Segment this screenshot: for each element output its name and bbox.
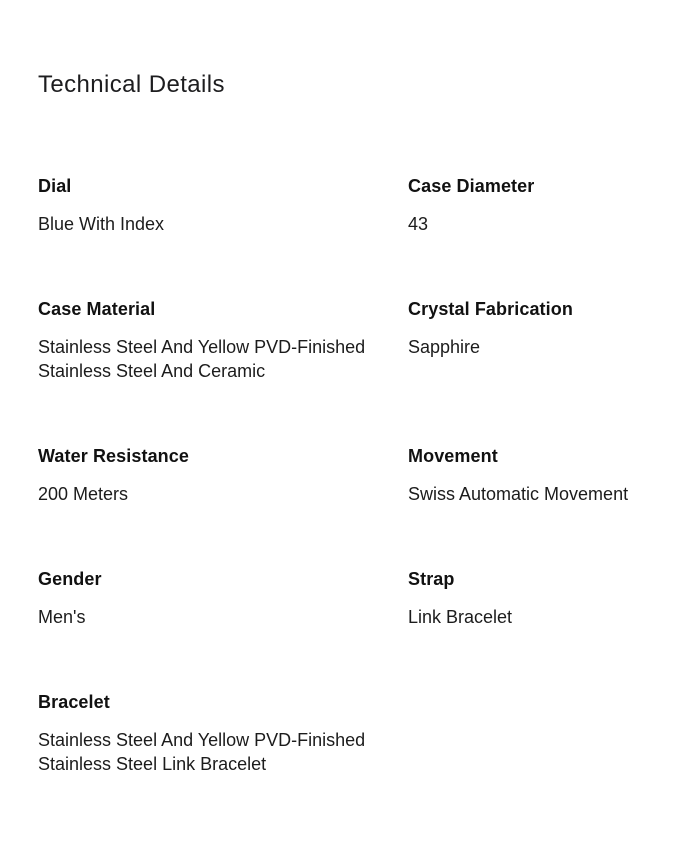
spec-value: Link Bracelet xyxy=(408,607,513,627)
section-title: Technical Details xyxy=(38,71,225,98)
spec-label: Case Diameter xyxy=(408,176,535,196)
spec-item-case-diameter xyxy=(408,175,680,236)
spec-label: Crystal Fabrication xyxy=(408,299,573,319)
spec-item-case-material xyxy=(38,298,408,383)
spec-value: Swiss Automatic Movement xyxy=(408,484,629,504)
spec-value: Blue With Index xyxy=(38,214,165,234)
spec-label: Dial xyxy=(38,176,72,196)
spec-item-strap xyxy=(408,568,680,629)
spec-label: Water Resistance xyxy=(38,446,189,466)
spec-item-water-resistance xyxy=(38,445,408,506)
spec-value: Sapphire xyxy=(408,337,481,357)
spec-label: Bracelet xyxy=(38,692,110,712)
spec-label: Strap xyxy=(408,569,455,589)
spec-value: 200 Meters xyxy=(38,484,129,504)
spec-value: 43 xyxy=(408,214,429,234)
spec-label: Case Material xyxy=(38,299,156,319)
spec-label: Movement xyxy=(408,446,498,466)
spec-value: Stainless Steel And Yellow PVD-Finished Stainless Steel Link Bracelet xyxy=(38,730,366,774)
spec-value: Stainless Steel And Yellow PVD-Finished Stainless Steel And Ceramic xyxy=(38,337,366,381)
spec-item-crystal-fabrication xyxy=(408,298,680,359)
spec-item-movement xyxy=(408,445,680,506)
spec-item-dial xyxy=(38,175,408,236)
spec-label: Gender xyxy=(38,569,102,589)
spec-value: Men's xyxy=(38,607,86,627)
specs-grid xyxy=(38,175,680,776)
spec-item-bracelet xyxy=(38,691,408,776)
spec-item-gender xyxy=(38,568,408,629)
